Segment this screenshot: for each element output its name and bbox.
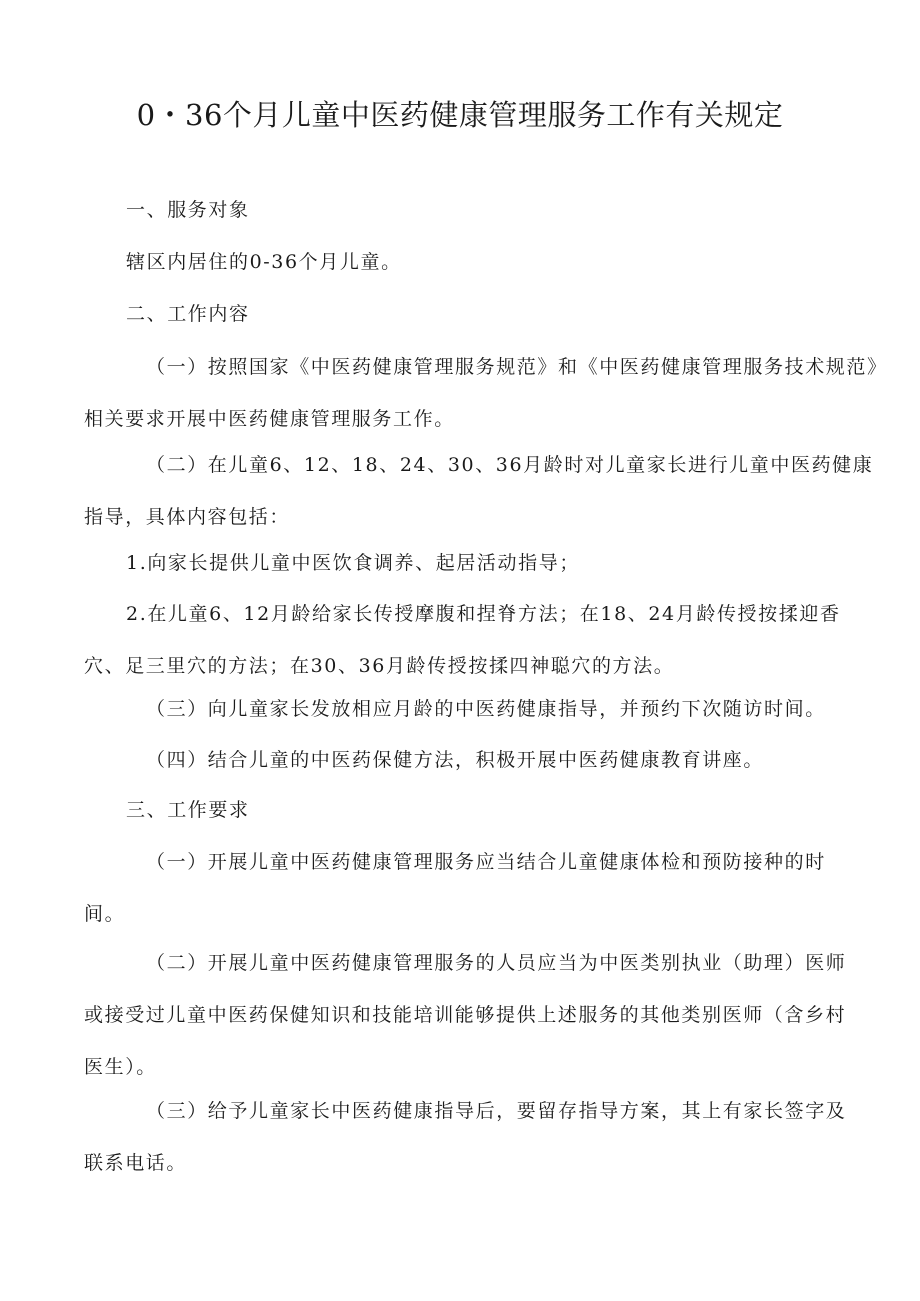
paragraph-line: 联系电话。: [84, 1152, 188, 1174]
paragraph-line: 间。: [84, 903, 126, 925]
paragraph-work-content-4: （四）结合儿童的中医药保健方法，积极开展中医药健康教育讲座。: [146, 749, 765, 771]
paragraph-line: 2.在儿童6、12月龄给家长传授摩腹和捏脊方法；在18、24月龄传授按揉迎香: [126, 603, 841, 625]
paragraph-work-content-2: [84, 439, 874, 543]
paragraph-line: 指导，具体内容包括：: [84, 506, 291, 528]
paragraph-service-target: 辖区内居住的0-36个月儿童。: [126, 251, 402, 273]
paragraph-requirement-3: [84, 1085, 847, 1189]
paragraph-work-content-3: （三）向儿童家长发放相应月龄的中医药健康指导，并预约下次随访时间。: [146, 698, 826, 720]
paragraph-line: （二）开展儿童中医药健康管理服务的人员应当为中医类别执业（助理）医师: [146, 952, 847, 974]
paragraph-requirement-1: [84, 836, 836, 940]
paragraph-line: 医生）。: [84, 1056, 157, 1078]
list-item-2: [84, 588, 841, 692]
paragraph-line: （一）开展儿童中医药健康管理服务应当结合儿童健康体检和预防接种的时: [146, 851, 826, 873]
section-heading-service-target: 一、服务对象: [126, 199, 250, 221]
document-title: 0・36个月儿童中医药健康管理服务工作有关规定: [136, 98, 784, 132]
section-heading-work-requirements: 三、工作要求: [126, 799, 250, 821]
paragraph-line: 穴、足三里穴的方法；在30、36月龄传授按揉四神聪穴的方法。: [84, 655, 675, 677]
list-item-1: 1.向家长提供儿童中医饮食调养、起居活动指导；: [126, 552, 580, 574]
paragraph-work-content-1: [84, 341, 888, 445]
paragraph-line: （一）按照国家《中医药健康管理服务规范》和《中医药健康管理服务技术规范》: [146, 356, 888, 378]
paragraph-line: （二）在儿童6、12、18、24、30、36月龄时对儿童家长进行儿童中医药健康: [146, 454, 874, 476]
paragraph-line: 相关要求开展中医药健康管理服务工作。: [84, 408, 455, 430]
paragraph-requirement-2: [84, 937, 847, 1093]
section-heading-work-content: 二、工作内容: [126, 303, 250, 325]
paragraph-line: 或接受过儿童中医药保健知识和技能培训能够提供上述服务的其他类别医师（含乡村: [84, 1004, 847, 1026]
paragraph-line: （三）给予儿童家长中医药健康指导后，要留存指导方案，其上有家长签字及: [146, 1100, 847, 1122]
